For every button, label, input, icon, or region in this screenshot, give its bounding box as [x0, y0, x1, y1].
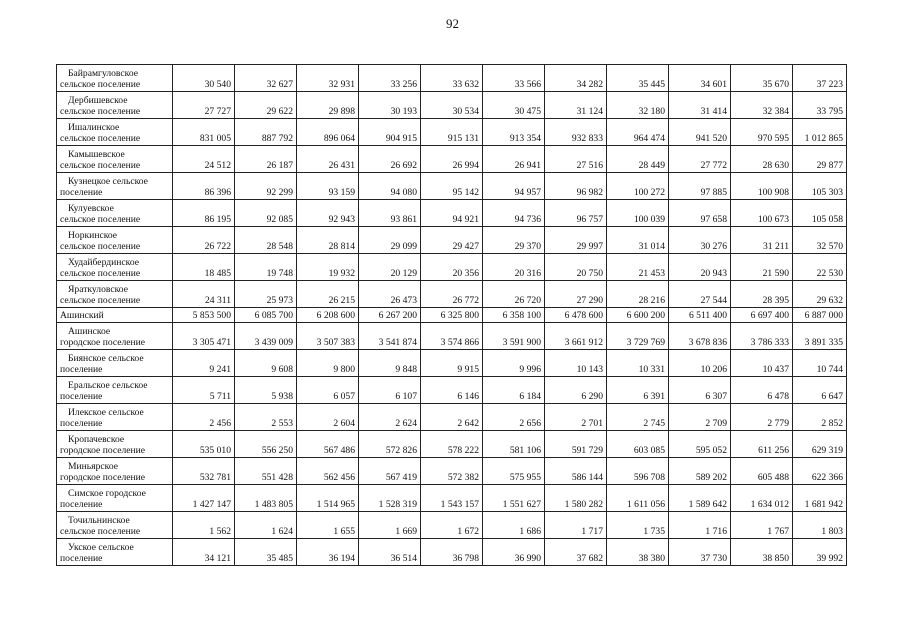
value-cell: 34 282: [545, 65, 607, 92]
value-cell: 629 319: [793, 431, 847, 458]
value-cell: 92 943: [297, 200, 359, 227]
value-cell: 9 608: [235, 350, 297, 377]
value-cell: 86 396: [173, 173, 235, 200]
value-cell: 27 290: [545, 281, 607, 308]
value-cell: 904 915: [359, 119, 421, 146]
value-cell: 1 012 865: [793, 119, 847, 146]
value-cell: 595 052: [669, 431, 731, 458]
value-cell: 37 223: [793, 65, 847, 92]
value-cell: 33 256: [359, 65, 421, 92]
value-cell: 28 449: [607, 146, 669, 173]
row-name-line1: Ашинский: [60, 310, 104, 321]
value-cell: 896 064: [297, 119, 359, 146]
row-name-cell: [57, 200, 173, 227]
table-row: [57, 281, 847, 308]
value-cell: 6 887 000: [793, 308, 847, 323]
value-cell: 30 276: [669, 227, 731, 254]
row-name-line1: Кулуевское: [68, 203, 114, 214]
value-cell: 2 745: [607, 404, 669, 431]
value-cell: 915 131: [421, 119, 483, 146]
value-cell: 95 142: [421, 173, 483, 200]
value-cell: 100 039: [607, 200, 669, 227]
value-cell: 34 601: [669, 65, 731, 92]
value-cell: 10 744: [793, 350, 847, 377]
row-name-cell: [57, 431, 173, 458]
row-name-line2: сельское поселение: [60, 526, 141, 537]
row-name-line1: Еральское сельское: [68, 380, 148, 391]
row-name-cell: [57, 458, 173, 485]
row-name-cell: [57, 119, 173, 146]
value-cell: 3 591 900: [483, 323, 545, 350]
row-name-line1: Камышевское: [68, 149, 125, 160]
value-cell: 6 391: [607, 377, 669, 404]
value-cell: 6 146: [421, 377, 483, 404]
value-cell: 2 701: [545, 404, 607, 431]
row-name-cell: [57, 377, 173, 404]
value-cell: 9 848: [359, 350, 421, 377]
value-cell: 28 216: [607, 281, 669, 308]
value-cell: 26 994: [421, 146, 483, 173]
table-row: [57, 92, 847, 119]
row-name-line1: Симское городское: [68, 488, 146, 499]
value-cell: 24 311: [173, 281, 235, 308]
value-cell: 913 354: [483, 119, 545, 146]
value-cell: 97 658: [669, 200, 731, 227]
value-cell: 6 478 600: [545, 308, 607, 323]
row-name-line2: сельское поселение: [60, 133, 141, 144]
value-cell: 2 656: [483, 404, 545, 431]
value-cell: 32 931: [297, 65, 359, 92]
value-cell: 29 997: [545, 227, 607, 254]
value-cell: 2 642: [421, 404, 483, 431]
row-name-cell: [57, 308, 173, 323]
value-cell: 27 772: [669, 146, 731, 173]
row-name-line1: Точильнинское: [68, 515, 130, 526]
value-cell: 1 686: [483, 512, 545, 539]
value-cell: 96 982: [545, 173, 607, 200]
value-cell: 29 622: [235, 92, 297, 119]
row-name-cell: [57, 485, 173, 512]
value-cell: 3 305 471: [173, 323, 235, 350]
value-cell: 25 973: [235, 281, 297, 308]
page-number: 92: [446, 16, 459, 31]
row-name-cell: [57, 92, 173, 119]
row-name-cell: [57, 173, 173, 200]
row-name-cell: [57, 146, 173, 173]
value-cell: 26 431: [297, 146, 359, 173]
value-cell: 6 325 800: [421, 308, 483, 323]
value-cell: 2 852: [793, 404, 847, 431]
value-cell: 36 798: [421, 539, 483, 566]
value-cell: 19 932: [297, 254, 359, 281]
value-cell: 86 195: [173, 200, 235, 227]
value-cell: 18 485: [173, 254, 235, 281]
value-cell: 26 473: [359, 281, 421, 308]
value-cell: 26 722: [173, 227, 235, 254]
value-cell: 26 772: [421, 281, 483, 308]
row-name-line1: Биянское сельское: [68, 353, 144, 364]
value-cell: 26 215: [297, 281, 359, 308]
row-name-line1: Байрамгуловское: [68, 68, 138, 79]
value-cell: 1 716: [669, 512, 731, 539]
value-cell: 3 661 912: [545, 323, 607, 350]
value-cell: 941 520: [669, 119, 731, 146]
value-cell: 572 382: [421, 458, 483, 485]
table-row: [57, 485, 847, 512]
value-cell: 36 194: [297, 539, 359, 566]
table-row: [57, 119, 847, 146]
value-cell: 27 727: [173, 92, 235, 119]
table-row: [57, 254, 847, 281]
value-cell: 96 757: [545, 200, 607, 227]
table-row: [57, 377, 847, 404]
value-cell: 567 419: [359, 458, 421, 485]
row-name-line1: Кузнецкое сельское: [68, 176, 148, 187]
value-cell: 10 331: [607, 350, 669, 377]
table-row: [57, 146, 847, 173]
value-cell: 1 669: [359, 512, 421, 539]
value-cell: 556 250: [235, 431, 297, 458]
row-name-line1: Миньярское: [68, 461, 118, 472]
value-cell: 21 590: [731, 254, 793, 281]
row-name-cell: [57, 404, 173, 431]
table-row: [57, 65, 847, 92]
value-cell: 9 915: [421, 350, 483, 377]
value-cell: 6 085 700: [235, 308, 297, 323]
value-cell: 2 624: [359, 404, 421, 431]
table-row: [57, 308, 847, 323]
value-cell: 26 692: [359, 146, 421, 173]
row-name-line2: сельское поселение: [60, 160, 141, 171]
value-cell: 6 647: [793, 377, 847, 404]
value-cell: 28 814: [297, 227, 359, 254]
row-name-line2: поселение: [60, 364, 103, 375]
value-cell: 20 943: [669, 254, 731, 281]
row-name-line2: поселение: [60, 391, 103, 402]
value-cell: 31 014: [607, 227, 669, 254]
value-cell: 596 708: [607, 458, 669, 485]
row-name-line2: поселение: [60, 499, 103, 510]
value-cell: 532 781: [173, 458, 235, 485]
value-cell: 5 938: [235, 377, 297, 404]
value-cell: 100 908: [731, 173, 793, 200]
value-cell: 3 678 836: [669, 323, 731, 350]
value-cell: 39 992: [793, 539, 847, 566]
value-cell: 535 010: [173, 431, 235, 458]
row-name-line1: Илекское сельское: [68, 407, 144, 418]
value-cell: 31 124: [545, 92, 607, 119]
row-name-line1: Кропачевское: [68, 434, 125, 445]
value-cell: 31 414: [669, 92, 731, 119]
value-cell: 1 717: [545, 512, 607, 539]
value-cell: 1 735: [607, 512, 669, 539]
row-name-line1: Ашинское: [68, 326, 111, 337]
row-name-line2: городское поселение: [60, 445, 146, 456]
value-cell: 38 380: [607, 539, 669, 566]
value-cell: 6 307: [669, 377, 731, 404]
value-cell: 551 428: [235, 458, 297, 485]
value-cell: 105 303: [793, 173, 847, 200]
value-cell: 3 786 333: [731, 323, 793, 350]
value-cell: 28 630: [731, 146, 793, 173]
value-cell: 1 672: [421, 512, 483, 539]
value-cell: 6 478: [731, 377, 793, 404]
row-name-cell: [57, 350, 173, 377]
value-cell: 1 543 157: [421, 485, 483, 512]
value-cell: 9 800: [297, 350, 359, 377]
value-cell: 603 085: [607, 431, 669, 458]
value-cell: 29 370: [483, 227, 545, 254]
value-cell: 36 990: [483, 539, 545, 566]
value-cell: 6 600 200: [607, 308, 669, 323]
row-name-line2: городское поселение: [60, 337, 146, 348]
row-name-line1: Худайбердинское: [68, 257, 139, 268]
value-cell: 1 624: [235, 512, 297, 539]
table-row: [57, 458, 847, 485]
value-cell: 94 957: [483, 173, 545, 200]
row-name-cell: [57, 539, 173, 566]
value-cell: 6 511 400: [669, 308, 731, 323]
value-cell: 591 729: [545, 431, 607, 458]
value-cell: 26 720: [483, 281, 545, 308]
value-cell: 1 589 642: [669, 485, 731, 512]
value-cell: 578 222: [421, 431, 483, 458]
value-cell: 567 486: [297, 431, 359, 458]
value-cell: 831 005: [173, 119, 235, 146]
row-name-line2: сельское поселение: [60, 268, 141, 279]
row-name-line2: сельское поселение: [60, 241, 141, 252]
value-cell: 32 570: [793, 227, 847, 254]
value-cell: 21 453: [607, 254, 669, 281]
value-cell: 1 514 965: [297, 485, 359, 512]
row-name-cell: [57, 281, 173, 308]
row-name-line1: Норкинское: [68, 230, 118, 241]
value-cell: 19 748: [235, 254, 297, 281]
value-cell: 2 779: [731, 404, 793, 431]
value-cell: 33 795: [793, 92, 847, 119]
value-cell: 572 826: [359, 431, 421, 458]
row-name-line2: сельское поселение: [60, 106, 141, 117]
value-cell: 34 121: [173, 539, 235, 566]
value-cell: 6 057: [297, 377, 359, 404]
value-cell: 1 803: [793, 512, 847, 539]
value-cell: 30 540: [173, 65, 235, 92]
row-name-line2: сельское поселение: [60, 214, 141, 225]
value-cell: 20 129: [359, 254, 421, 281]
value-cell: 29 898: [297, 92, 359, 119]
value-cell: 35 670: [731, 65, 793, 92]
value-cell: 30 193: [359, 92, 421, 119]
row-name-cell: [57, 512, 173, 539]
row-name-line1: Ишалинское: [68, 122, 120, 133]
value-cell: 31 211: [731, 227, 793, 254]
value-cell: 36 514: [359, 539, 421, 566]
value-cell: 30 475: [483, 92, 545, 119]
value-cell: 28 548: [235, 227, 297, 254]
table-row: [57, 350, 847, 377]
table-row: [57, 227, 847, 254]
value-cell: 5 853 500: [173, 308, 235, 323]
value-cell: 29 099: [359, 227, 421, 254]
value-cell: 93 159: [297, 173, 359, 200]
value-cell: 6 697 400: [731, 308, 793, 323]
value-cell: 2 553: [235, 404, 297, 431]
value-cell: 35 445: [607, 65, 669, 92]
row-name-line2: сельское поселение: [60, 79, 141, 90]
value-cell: 92 299: [235, 173, 297, 200]
value-cell: 1 767: [731, 512, 793, 539]
value-cell: 26 187: [235, 146, 297, 173]
value-cell: 2 709: [669, 404, 731, 431]
row-name-cell: [57, 254, 173, 281]
value-cell: 94 921: [421, 200, 483, 227]
value-cell: 970 595: [731, 119, 793, 146]
value-cell: 589 202: [669, 458, 731, 485]
value-cell: 6 290: [545, 377, 607, 404]
row-name-line1: Укское сельское: [68, 542, 134, 553]
value-cell: 605 488: [731, 458, 793, 485]
value-cell: 6 208 600: [297, 308, 359, 323]
table-row: [57, 512, 847, 539]
data-table: [56, 64, 847, 566]
value-cell: 20 316: [483, 254, 545, 281]
row-name-line2: поселение: [60, 418, 103, 429]
value-cell: 29 427: [421, 227, 483, 254]
value-cell: 94 736: [483, 200, 545, 227]
value-cell: 97 885: [669, 173, 731, 200]
value-cell: 1 551 627: [483, 485, 545, 512]
row-name-cell: [57, 323, 173, 350]
value-cell: 27 544: [669, 281, 731, 308]
value-cell: 30 534: [421, 92, 483, 119]
value-cell: 24 512: [173, 146, 235, 173]
value-cell: 32 627: [235, 65, 297, 92]
value-cell: 93 861: [359, 200, 421, 227]
value-cell: 1 562: [173, 512, 235, 539]
value-cell: 1 634 012: [731, 485, 793, 512]
value-cell: 1 580 282: [545, 485, 607, 512]
value-cell: 29 877: [793, 146, 847, 173]
value-cell: 1 655: [297, 512, 359, 539]
value-cell: 3 574 866: [421, 323, 483, 350]
value-cell: 622 366: [793, 458, 847, 485]
value-cell: 3 541 874: [359, 323, 421, 350]
value-cell: 5 711: [173, 377, 235, 404]
table-body: [57, 65, 847, 566]
value-cell: 100 673: [731, 200, 793, 227]
value-cell: 2 604: [297, 404, 359, 431]
table-row: [57, 404, 847, 431]
value-cell: 26 941: [483, 146, 545, 173]
value-cell: 27 516: [545, 146, 607, 173]
table-row: [57, 539, 847, 566]
value-cell: 3 891 335: [793, 323, 847, 350]
value-cell: 611 256: [731, 431, 793, 458]
value-cell: 562 456: [297, 458, 359, 485]
value-cell: 1 483 805: [235, 485, 297, 512]
value-cell: 28 395: [731, 281, 793, 308]
value-cell: 32 180: [607, 92, 669, 119]
value-cell: 575 955: [483, 458, 545, 485]
value-cell: 100 272: [607, 173, 669, 200]
value-cell: 20 750: [545, 254, 607, 281]
row-name-cell: [57, 227, 173, 254]
value-cell: 92 085: [235, 200, 297, 227]
value-cell: 32 384: [731, 92, 793, 119]
value-cell: 586 144: [545, 458, 607, 485]
value-cell: 10 437: [731, 350, 793, 377]
value-cell: 3 507 383: [297, 323, 359, 350]
value-cell: 3 439 009: [235, 323, 297, 350]
table-row: [57, 431, 847, 458]
value-cell: 1 681 942: [793, 485, 847, 512]
value-cell: 6 358 100: [483, 308, 545, 323]
value-cell: 33 566: [483, 65, 545, 92]
row-name-line1: Дербишевское: [68, 95, 128, 106]
row-name-line2: городское поселение: [60, 472, 146, 483]
value-cell: 1 611 056: [607, 485, 669, 512]
row-name-cell: [57, 65, 173, 92]
value-cell: 6 267 200: [359, 308, 421, 323]
row-name-line2: сельское поселение: [60, 295, 141, 306]
value-cell: 105 058: [793, 200, 847, 227]
row-name-line2: поселение: [60, 553, 103, 564]
value-cell: 10 206: [669, 350, 731, 377]
value-cell: 35 485: [235, 539, 297, 566]
value-cell: 10 143: [545, 350, 607, 377]
value-cell: 6 107: [359, 377, 421, 404]
value-cell: 94 080: [359, 173, 421, 200]
value-cell: 29 632: [793, 281, 847, 308]
table-row: [57, 323, 847, 350]
value-cell: 20 356: [421, 254, 483, 281]
value-cell: 6 184: [483, 377, 545, 404]
value-cell: 9 241: [173, 350, 235, 377]
value-cell: 1 427 147: [173, 485, 235, 512]
value-cell: 37 682: [545, 539, 607, 566]
table-row: [57, 200, 847, 227]
table-row: [57, 173, 847, 200]
value-cell: 887 792: [235, 119, 297, 146]
value-cell: 22 530: [793, 254, 847, 281]
value-cell: 964 474: [607, 119, 669, 146]
value-cell: 37 730: [669, 539, 731, 566]
value-cell: 33 632: [421, 65, 483, 92]
value-cell: 581 106: [483, 431, 545, 458]
value-cell: 3 729 769: [607, 323, 669, 350]
value-cell: 1 528 319: [359, 485, 421, 512]
row-name-line2: поселение: [60, 187, 103, 198]
value-cell: 9 996: [483, 350, 545, 377]
value-cell: 932 833: [545, 119, 607, 146]
row-name-line1: Яраткуловское: [68, 284, 128, 295]
value-cell: 2 456: [173, 404, 235, 431]
value-cell: 38 850: [731, 539, 793, 566]
